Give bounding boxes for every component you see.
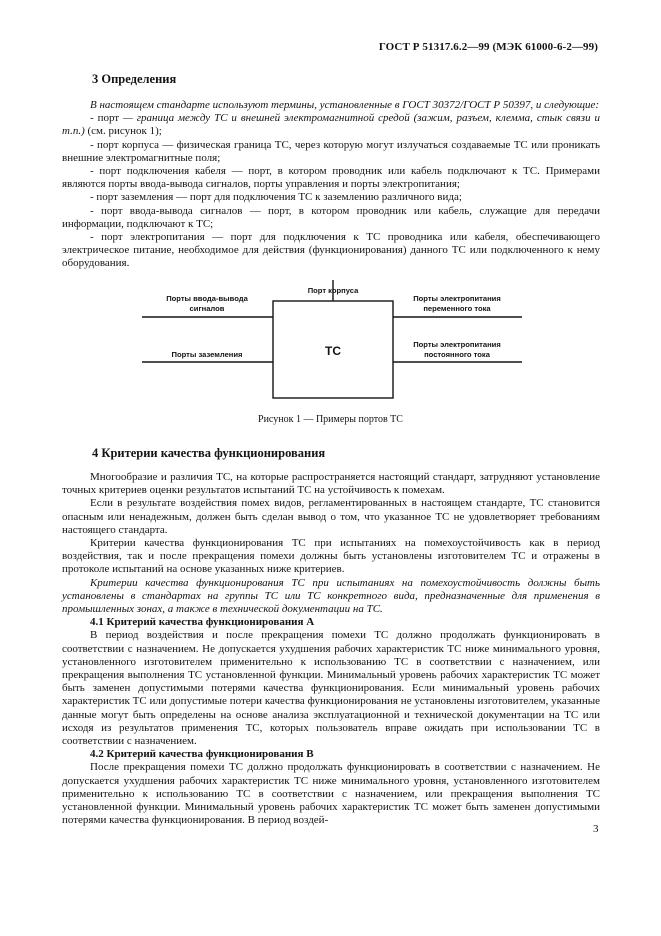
term-cable-port: - порт подключения кабеля — порт, в котором проводник или кабель подключают к ТС. Примерами являются порты ввода-вывода сигналов, порты управления и порты электропитания; — [62, 165, 600, 191]
criterion-b-title: 4.2 Критерий качества функционирования В — [90, 748, 314, 761]
signal-port-label-line1: Порты ввода-вывода — [166, 294, 248, 303]
term-port-label: - порт — [90, 112, 124, 125]
criterion-a-text: В период воздействия и после прекращения помехи ТС должно продолжать функционировать в соответствии с назначением. Не допускается ухудшения рабочих характеристик ТС ниже минимального уровня, установленного изготовителем применительно к использованию ТС в соответствии с назначением, или прекращения выполнения ТС установленной функции. Минимальный уровень рабочих характеристик ТС может быть заменен допустимыми потерями качества функционирования. Если минимальный уровень рабочих характеристик ТС или допустимые потери качества функционирования не установлены изготовителем, указанные данные могут быть определены на основе анализа эксплуатационной и технической документации на ТС или исходя из результатов применения ТС, которых пользователь вправе ожидать при использовании ТС в соответствии с назначением. — [62, 629, 600, 748]
term-power-port: - порт электропитания — порт для подключения к ТС проводника или кабеля, обеспечивающего электрическое питание, необходимое для действия (функционирования) данного ТС или подключенного к нему оборудования. — [62, 231, 600, 270]
earth-port-label: Порты заземления — [171, 350, 243, 359]
dc-power-port-label-line1: Порты электропитания — [413, 340, 501, 349]
section-4-paragraph-3: Критерии качества функционирования ТС при испытаниях на помехоустойчивость как в период воздействия, так и после прекращения помехи должны быть установлены изготовителем ТС и отражены в протоколе испытаний на основе указанных ниже критериев. — [62, 537, 600, 576]
term-earth-port: - порт заземления — порт для подключения ТС к заземлению различного вида; — [90, 191, 462, 204]
enclosure-port-label: Порт корпуса — [307, 286, 359, 295]
section-4-title: 4 Критерии качества функционирования — [92, 446, 326, 460]
ac-power-port-label-line1: Порты электропитания — [413, 294, 501, 303]
section-3-title: 3 Определения — [92, 72, 177, 86]
equipment-label: ТС — [325, 344, 341, 358]
term-enclosure-port: - порт корпуса — физическая граница ТС, через которую могут излучаться создаваемые ТС или проникать внешние электромагнитные поля; — [62, 138, 600, 164]
section-4-paragraph-2: Если в результате воздействия помех видов, регламентированных в настоящем стандарте, ТС становится опасным или ненадежным, должен быть сделан вывод о том, что указанное ТС не удовлетворяет требованиям настоящего стандарта. — [62, 497, 600, 536]
criterion-b-text: После прекращения помехи ТС должно продолжать функционировать в соответствии с назначением. Не допускается ухудшения рабочих характеристик ТС ниже минимального уровня, установленного изготовителем применительно к использованию ТС в соответствии с назначением, или прекращения выполнения ТС установленной функции. Минимальный уровень рабочих характеристик ТС может быть заменен допустимыми потерями качества функционирования. В период воздей- — [62, 761, 600, 827]
signal-port-label-line2: сигналов — [189, 304, 225, 313]
ac-power-port-label-line2: переменного тока — [423, 304, 491, 313]
term-signal-port: - порт ввода-вывода сигналов — порт, в котором проводник или кабель, служащие для передачи информации, подключают к ТС; — [62, 204, 600, 230]
term-port-definition: — граница между ТС и внешней электромагнитной средой (зажим, разъем, клемма, стык связи и т.п.) — [62, 112, 600, 138]
dc-power-port-label-line2: постоянного тока — [424, 350, 490, 359]
section-4-body — [62, 471, 600, 827]
term-port-tail: (см. рисунок 1); — [84, 125, 162, 138]
figure-caption: Рисунок 1 — Примеры портов ТС — [258, 414, 403, 425]
page-header: ГОСТ Р 51317.6.2—99 (МЭК 61000-6-2—99) — [378, 41, 598, 53]
section-3-intro: В настоящем стандарте используют термины, установленные в ГОСТ 30372/ГОСТ Р 50397, и следующие: — [90, 99, 600, 111]
page-number: 3 — [593, 823, 599, 835]
figure-ports-diagram — [0, 0, 661, 410]
section-4-paragraph-1: Многообразие и различия ТС, на которые распространяется настоящий стандарт, затрудняют установление точных критериев оценки результатов испытаний ТС на устойчивость к помехам. — [62, 471, 600, 497]
section-4-paragraph-4: Критерии качества функционирования ТС при испытаниях на помехоустойчивость должны быть установлены в стандартах на группы ТС или ТС конкретного вида, предназначенные для применения в промышленных зонах, а также в технической документации на ТС. — [62, 576, 600, 616]
criterion-a-title: 4.1 Критерий качества функционирования А — [90, 616, 315, 629]
